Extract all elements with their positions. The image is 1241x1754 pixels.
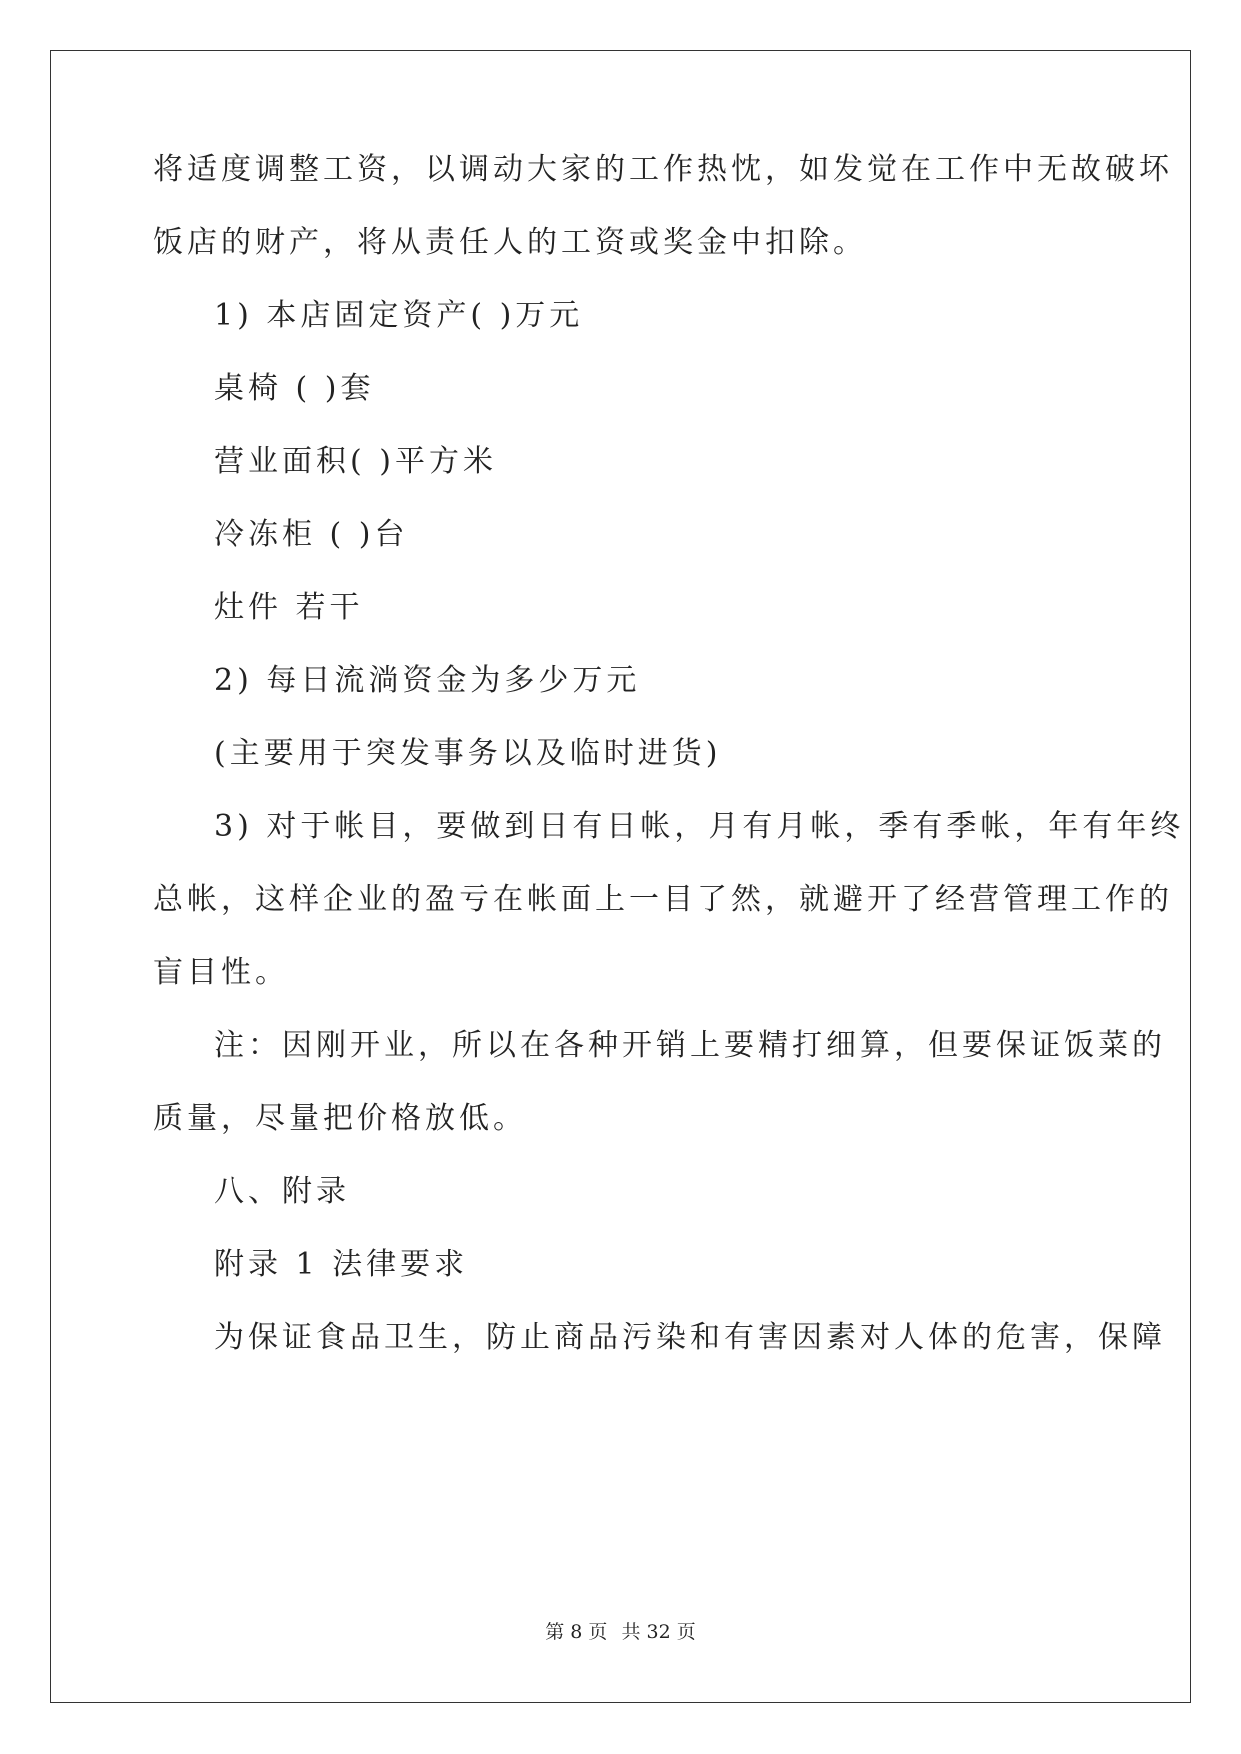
text-line-7: 灶件 若干 [214, 590, 364, 625]
text-line-2: 饭店的财产，将从责任人的工资或奖金中扣除。 [153, 225, 867, 260]
text-line-12: 盲目性。 [153, 955, 289, 990]
section-heading: 八、附录 [214, 1174, 350, 1209]
text-line-6: 冷冻柜 ( )台 [214, 517, 409, 552]
text-line-11: 总帐，这样企业的盈亏在帐面上一目了然，就避开了经营管理工作的 [153, 882, 1173, 917]
text-line-4: 桌椅 ( )套 [214, 371, 375, 406]
text-line-10: 3) 对于帐目，要做到日有日帐，月有月帐，季有季帐，年有年终 [214, 809, 1185, 844]
page-footer [0, 1620, 1241, 1644]
text-line-14: 质量，尽量把价格放低。 [153, 1101, 527, 1136]
text-line-13: 注：因刚开业，所以在各种开销上要精打细算，但要保证饭菜的 [214, 1028, 1166, 1063]
text-line-5: 营业面积( )平方米 [214, 444, 497, 479]
appendix-heading: 附录 1 法律要求 [214, 1247, 469, 1282]
text-line-1: 将适度调整工资，以调动大家的工作热忱，如发觉在工作中无故破坏 [153, 152, 1173, 187]
text-line-8: 2) 每日流淌资金为多少万元 [214, 663, 641, 698]
page-total: 共 32 页 [621, 1621, 696, 1643]
text-line-17: 为保证食品卫生，防止商品污染和有害因素对人体的危害，保障 [214, 1320, 1166, 1355]
page-number: 第 8 页 [545, 1621, 608, 1643]
text-line-9: (主要用于突发事务以及临时进货) [214, 736, 722, 771]
text-line-3: 1) 本店固定资产( )万元 [214, 298, 584, 333]
